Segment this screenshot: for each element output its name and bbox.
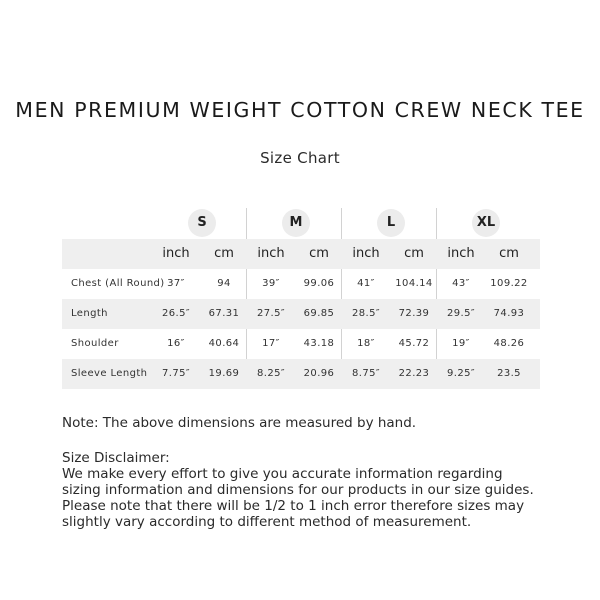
table-row (62, 299, 540, 329)
table-cell: 39″ (262, 278, 280, 289)
table-cell: 22.23 (398, 368, 430, 379)
row-label: Shoulder (71, 338, 119, 349)
size-badge-m: M (282, 209, 310, 237)
size-chart-subtitle: Size Chart (260, 149, 340, 167)
table-cell: 67.31 (208, 308, 240, 319)
table-cell: 74.93 (493, 308, 525, 319)
unit-cm: cm (404, 246, 424, 261)
table-cell: 48.26 (493, 338, 525, 349)
size-header-row (62, 208, 540, 239)
size-badge-xl: XL (472, 209, 500, 237)
table-row (62, 269, 540, 299)
table-cell: 7.75″ (161, 368, 190, 379)
table-cell: 29.5″ (446, 308, 475, 319)
table-cell: 8.75″ (351, 368, 380, 379)
table-cell: 19″ (452, 338, 470, 349)
table-cell: 72.39 (398, 308, 430, 319)
table-cell: 94 (217, 278, 231, 289)
unit-inch: inch (162, 246, 190, 261)
table-cell: 43″ (452, 278, 470, 289)
table-cell: 43.18 (303, 338, 335, 349)
size-badge-s: S (188, 209, 216, 237)
table-cell: 27.5″ (256, 308, 285, 319)
table-cell: 18″ (357, 338, 375, 349)
table-cell: 19.69 (208, 368, 240, 379)
size-badge-l: L (377, 209, 405, 237)
table-cell: 23.5 (497, 368, 521, 379)
table-cell: 20.96 (303, 368, 335, 379)
table-row (62, 329, 540, 359)
table-cell: 28.5″ (351, 308, 380, 319)
table-cell: 69.85 (303, 308, 335, 319)
table-cell: 37″ (167, 278, 185, 289)
page-title: MEN PREMIUM WEIGHT COTTON CREW NECK TEE (15, 98, 585, 122)
disclaimer-text: We make every effort to give you accurate information regarding sizing information and dimensions for our products in our size guides. Please note that there will be 1/2 to 1 inch error therefore sizes may slightly vary according to different method of measurement. (62, 466, 534, 530)
table-cell: 8.25″ (256, 368, 285, 379)
table-cell: 17″ (262, 338, 280, 349)
unit-inch: inch (257, 246, 285, 261)
row-label: Length (71, 308, 108, 319)
measurement-note: Note: The above dimensions are measured by hand. (62, 415, 417, 431)
table-cell: 104.14 (395, 278, 433, 289)
table-cell: 41″ (357, 278, 375, 289)
table-cell: 45.72 (398, 338, 430, 349)
table-cell: 40.64 (208, 338, 240, 349)
table-cell: 9.25″ (446, 368, 475, 379)
row-label: Sleeve Length (71, 368, 148, 379)
table-cell: 99.06 (303, 278, 335, 289)
unit-inch: inch (352, 246, 380, 261)
table-row (62, 359, 540, 389)
unit-header-row (62, 239, 540, 269)
disclaimer-heading: Size Disclaimer: (62, 450, 170, 466)
unit-cm: cm (309, 246, 329, 261)
unit-cm: cm (499, 246, 519, 261)
unit-inch: inch (447, 246, 475, 261)
row-label: Chest (All Round) (71, 278, 165, 289)
table-cell: 109.22 (490, 278, 528, 289)
table-cell: 26.5″ (161, 308, 190, 319)
unit-cm: cm (214, 246, 234, 261)
size-chart-table (62, 208, 540, 389)
table-cell: 16″ (167, 338, 185, 349)
